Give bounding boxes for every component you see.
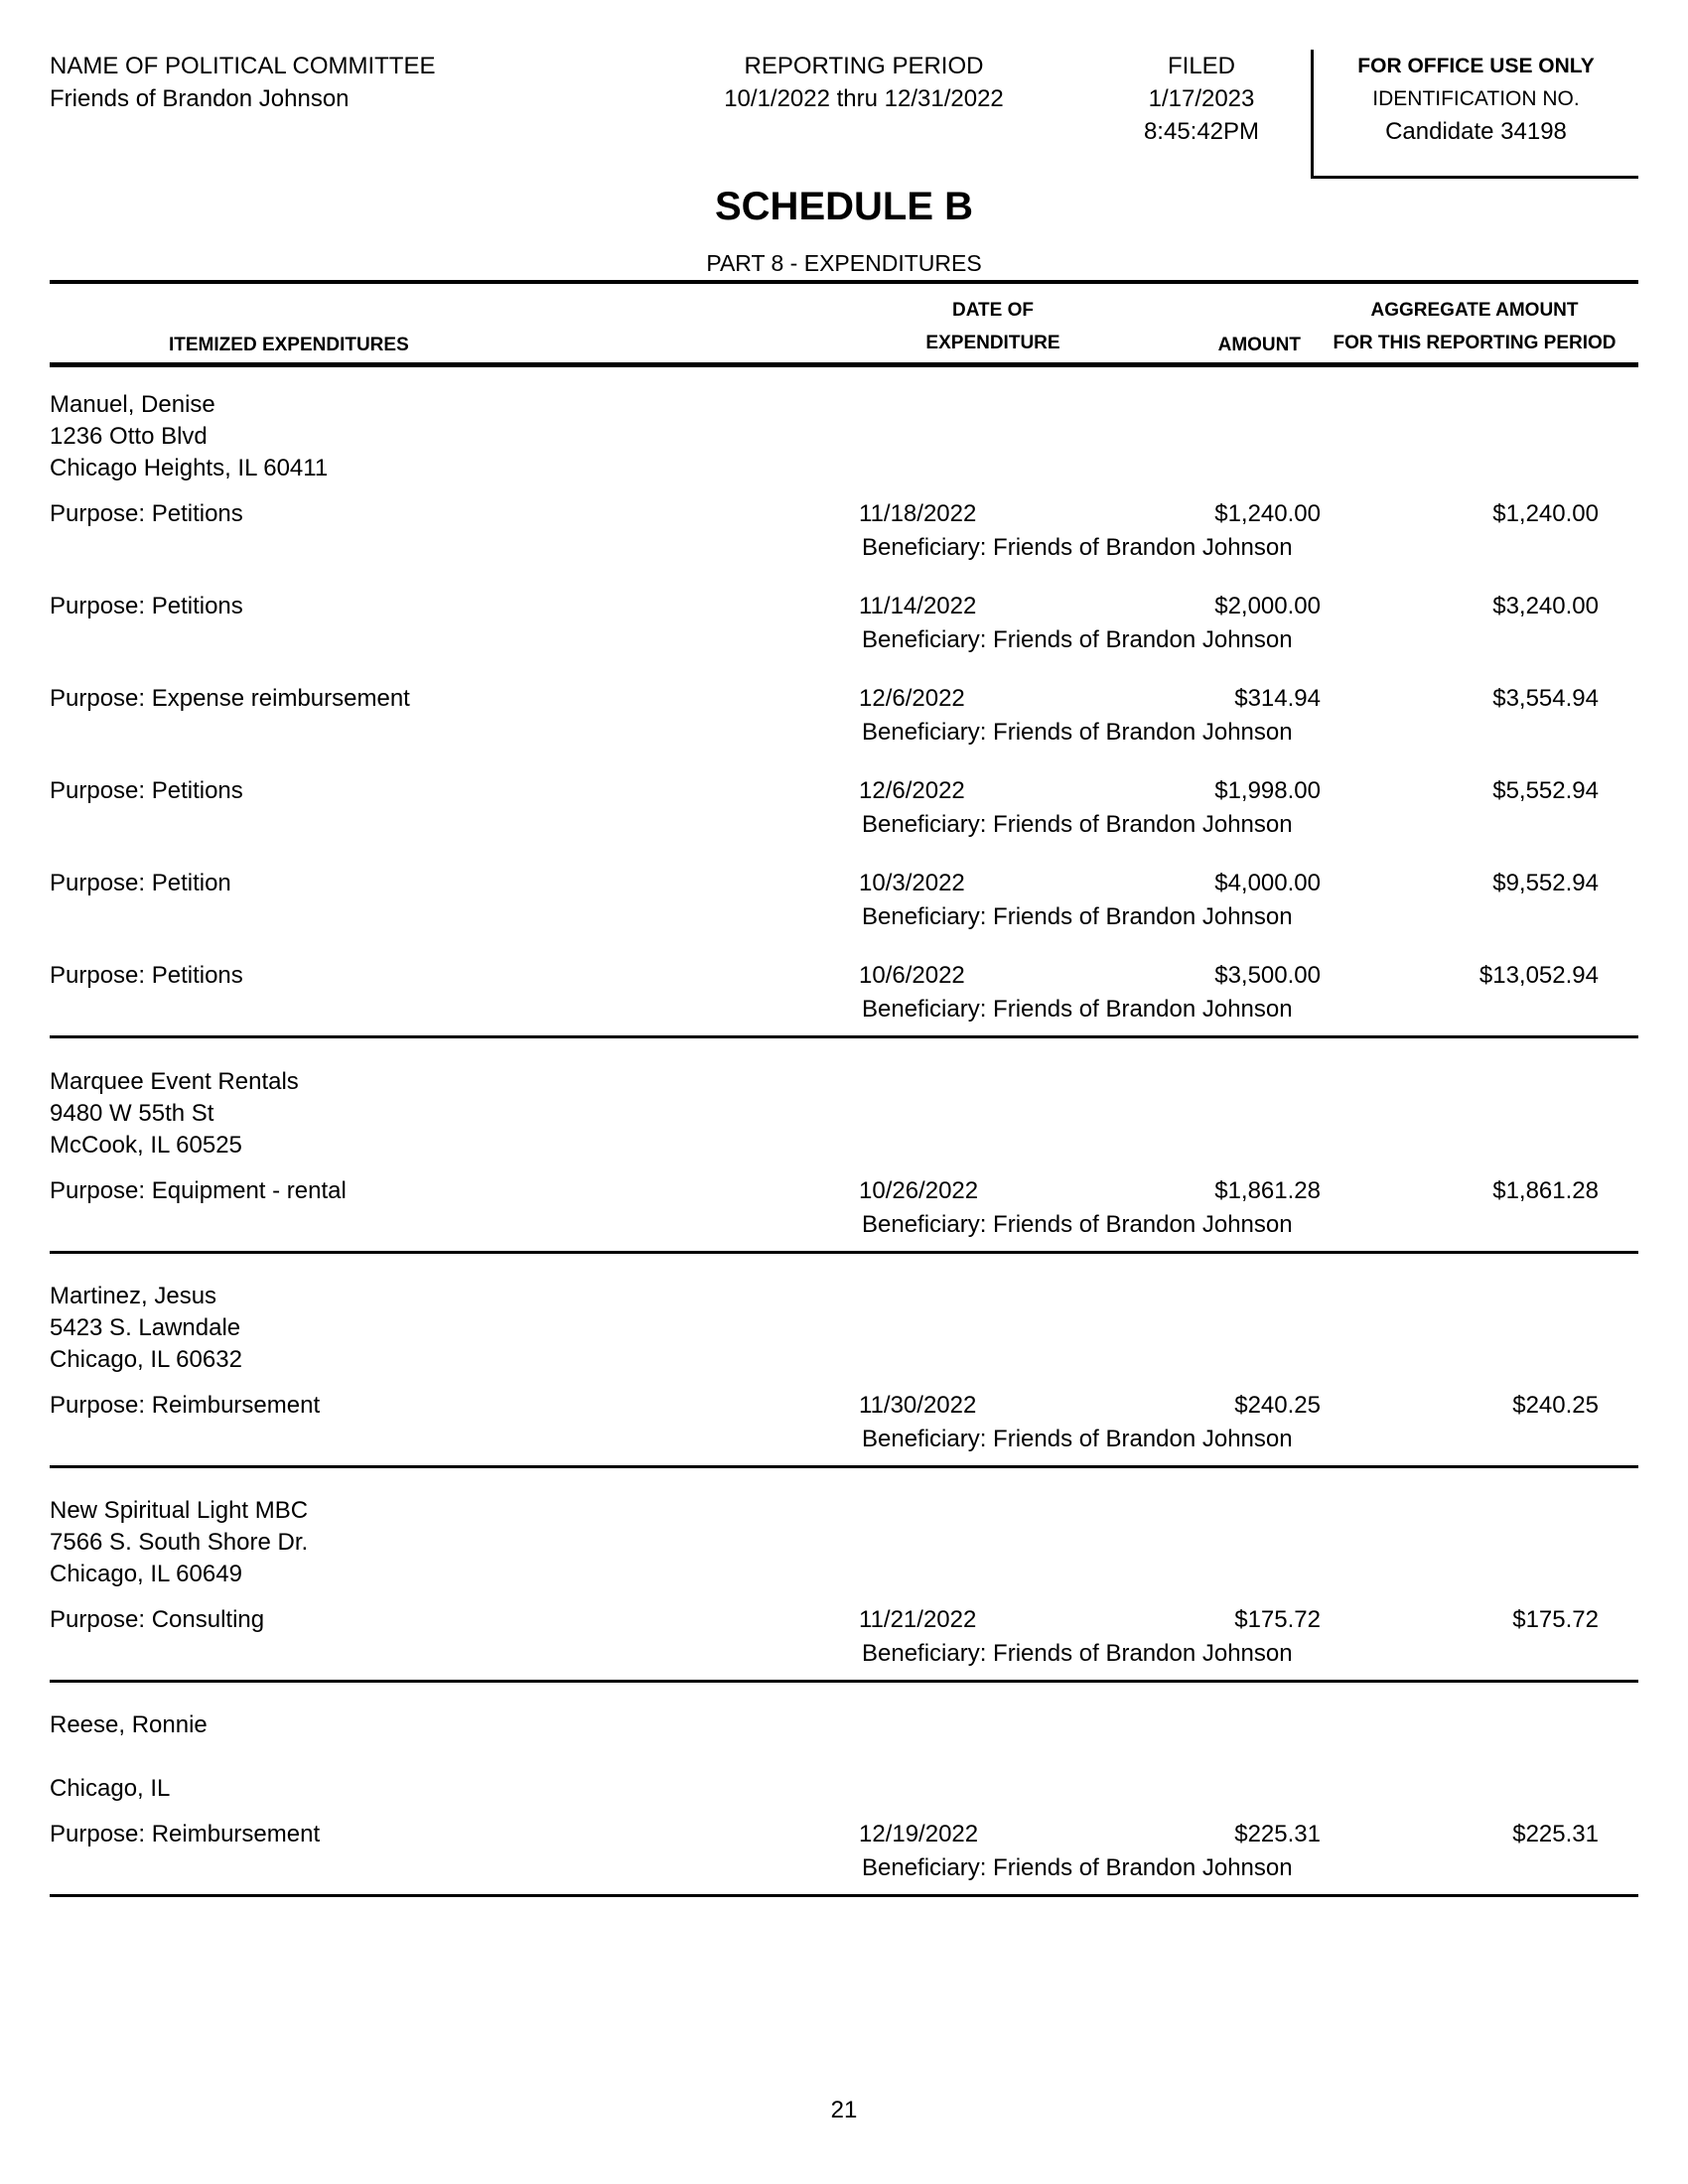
expenditure-amount: $3,500.00	[1214, 962, 1321, 989]
office-use-label: FOR OFFICE USE ONLY	[1357, 55, 1595, 77]
aggregate-amount: $225.31	[1512, 1821, 1599, 1847]
purpose: Purpose: Petitions	[50, 500, 243, 527]
filed-block	[1102, 50, 1301, 148]
report-page	[50, 0, 1638, 2184]
purpose: Purpose: Petitions	[50, 777, 243, 804]
beneficiary: Beneficiary: Friends of Brandon Johnson	[862, 1854, 1293, 1881]
expenditure-item	[50, 777, 1638, 870]
purpose: Purpose: Consulting	[50, 1606, 265, 1633]
expenditure-item	[50, 685, 1638, 777]
purpose: Purpose: Petitions	[50, 593, 243, 619]
aggregate-amount: $240.25	[1512, 1392, 1599, 1419]
aggregate-amount: $3,554.94	[1492, 685, 1599, 712]
entry-divider	[50, 1035, 1638, 1038]
expenditure-date: 12/6/2022	[859, 685, 965, 712]
column-header-date-line2: EXPENDITURE	[925, 333, 1060, 353]
beneficiary: Beneficiary: Friends of Brandon Johnson	[862, 1640, 1293, 1667]
entry-divider	[50, 1465, 1638, 1468]
column-header-date-line1: DATE OF	[952, 300, 1034, 321]
header-bottom-rule	[50, 362, 1638, 367]
payee-address-line2: Chicago, IL 60649	[50, 1561, 242, 1587]
expenditure-item	[50, 593, 1638, 685]
expenditure-entry	[50, 1066, 1638, 1254]
filed-label: FILED	[1167, 53, 1235, 79]
purpose: Purpose: Expense reimbursement	[50, 685, 410, 712]
page-subtitle: PART 8 - EXPENDITURES	[706, 250, 982, 276]
aggregate-amount: $3,240.00	[1492, 593, 1599, 619]
payee-address-line2: Chicago, IL	[50, 1775, 171, 1802]
entry-divider	[50, 1894, 1638, 1897]
page-title: SCHEDULE B	[714, 185, 974, 228]
beneficiary: Beneficiary: Friends of Brandon Johnson	[862, 534, 1293, 561]
expenditure-amount: $2,000.00	[1214, 593, 1321, 619]
payee-block	[50, 1066, 1638, 1161]
filed-time: 8:45:42PM	[1143, 118, 1260, 145]
expenditure-date: 11/21/2022	[859, 1606, 977, 1633]
payee-name: Marquee Event Rentals	[50, 1068, 299, 1095]
entry-divider	[50, 1251, 1638, 1254]
expenditure-date: 12/6/2022	[859, 777, 965, 804]
expenditure-item	[50, 1606, 1638, 1680]
header-top-rule	[50, 280, 1638, 284]
expenditure-amount: $314.94	[1234, 685, 1321, 712]
purpose: Purpose: Equipment - rental	[50, 1177, 347, 1204]
aggregate-amount: $1,240.00	[1492, 500, 1599, 527]
column-header-amount: AMOUNT	[1217, 335, 1301, 355]
purpose: Purpose: Petition	[50, 870, 231, 896]
expenditure-amount: $240.25	[1234, 1392, 1321, 1419]
payee-address-line1: 1236 Otto Blvd	[50, 423, 208, 450]
expenditure-entry	[50, 1495, 1638, 1683]
expenditure-date: 11/18/2022	[859, 500, 977, 527]
expenditure-amount: $1,861.28	[1214, 1177, 1321, 1204]
committee-block	[50, 50, 435, 115]
expenditure-date: 10/26/2022	[859, 1177, 979, 1204]
payee-address-line2: McCook, IL 60525	[50, 1132, 242, 1159]
expenditure-date: 12/19/2022	[859, 1821, 979, 1847]
payee-address-line1: 5423 S. Lawndale	[50, 1314, 241, 1341]
payee-name: Reese, Ronnie	[50, 1711, 208, 1738]
entry-divider	[50, 1680, 1638, 1683]
payee-address-line2: Chicago, IL 60632	[50, 1346, 242, 1373]
column-header-aggregate-line1: AGGREGATE AMOUNT	[1370, 300, 1579, 321]
committee-name: Friends of Brandon Johnson	[50, 85, 350, 112]
page-number: 21	[830, 2097, 858, 2123]
identification-value: Candidate 34198	[1385, 118, 1567, 145]
column-header-aggregate-line2: FOR THIS REPORTING PERIOD	[1333, 333, 1617, 353]
filed-date: 1/17/2023	[1148, 85, 1255, 112]
identification-label: IDENTIFICATION NO.	[1372, 87, 1580, 110]
expenditure-amount: $1,998.00	[1214, 777, 1321, 804]
beneficiary: Beneficiary: Friends of Brandon Johnson	[862, 903, 1293, 930]
period-label: REPORTING PERIOD	[744, 53, 984, 79]
beneficiary: Beneficiary: Friends of Brandon Johnson	[862, 996, 1293, 1023]
expenditure-entry	[50, 389, 1638, 1038]
aggregate-amount: $5,552.94	[1492, 777, 1599, 804]
expenditure-amount: $4,000.00	[1214, 870, 1321, 896]
committee-label: NAME OF POLITICAL COMMITTEE	[50, 53, 436, 79]
beneficiary: Beneficiary: Friends of Brandon Johnson	[862, 626, 1293, 653]
purpose: Purpose: Petitions	[50, 962, 243, 989]
aggregate-amount: $13,052.94	[1478, 962, 1599, 989]
expenditure-date: 11/14/2022	[859, 593, 977, 619]
expenditure-item	[50, 870, 1638, 962]
payee-block	[50, 1709, 1638, 1805]
purpose: Purpose: Reimbursement	[50, 1392, 321, 1419]
payee-block	[50, 1281, 1638, 1376]
aggregate-amount: $175.72	[1512, 1606, 1599, 1633]
expenditure-date: 10/6/2022	[859, 962, 965, 989]
expenditure-item	[50, 1392, 1638, 1465]
column-header-itemized: ITEMIZED EXPENDITURES	[169, 335, 409, 355]
beneficiary: Beneficiary: Friends of Brandon Johnson	[862, 1211, 1293, 1238]
expenditure-entry	[50, 1281, 1638, 1468]
expenditure-entry	[50, 1709, 1638, 1897]
expenditure-date: 10/3/2022	[859, 870, 965, 896]
period-block	[665, 50, 1062, 115]
expenditure-date: 11/30/2022	[859, 1392, 977, 1419]
expenditure-amount: $175.72	[1234, 1606, 1321, 1633]
payee-name: New Spiritual Light MBC	[50, 1497, 309, 1524]
payee-name: Martinez, Jesus	[50, 1283, 217, 1309]
payee-address-line1	[50, 1741, 1638, 1773]
payee-address-line1: 9480 W 55th St	[50, 1100, 214, 1127]
payee-block	[50, 1495, 1638, 1590]
beneficiary: Beneficiary: Friends of Brandon Johnson	[862, 811, 1293, 838]
beneficiary: Beneficiary: Friends of Brandon Johnson	[862, 719, 1293, 746]
period-value: 10/1/2022 thru 12/31/2022	[724, 85, 1004, 112]
expenditure-amount: $1,240.00	[1214, 500, 1321, 527]
payee-name: Manuel, Denise	[50, 391, 215, 418]
expenditure-item	[50, 500, 1638, 593]
expenditure-amount: $225.31	[1234, 1821, 1321, 1847]
expenditure-item	[50, 962, 1638, 1035]
aggregate-amount: $9,552.94	[1492, 870, 1599, 896]
expenditure-item	[50, 1177, 1638, 1251]
purpose: Purpose: Reimbursement	[50, 1821, 321, 1847]
payee-address-line2: Chicago Heights, IL 60411	[50, 455, 329, 481]
payee-block	[50, 389, 1638, 484]
beneficiary: Beneficiary: Friends of Brandon Johnson	[862, 1426, 1293, 1452]
expenditure-item	[50, 1821, 1638, 1894]
payee-address-line1: 7566 S. South Shore Dr.	[50, 1529, 309, 1556]
office-use-box	[1311, 50, 1638, 179]
aggregate-amount: $1,861.28	[1492, 1177, 1599, 1204]
